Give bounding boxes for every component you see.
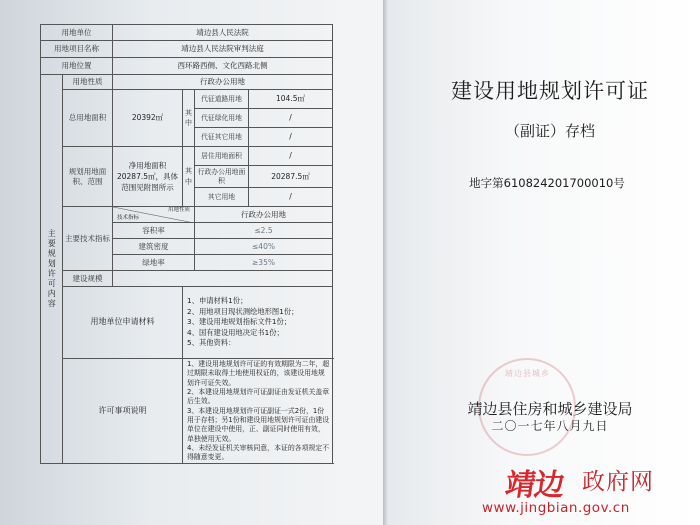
tech-header-diagonal: [113, 207, 195, 223]
qi-zhong-2: 其中: [183, 147, 195, 207]
green-value: /: [249, 109, 333, 128]
list-item: 3、建设用地规划指标文件1份；: [187, 317, 292, 327]
permit-number: 地字第610824201700010号: [469, 176, 625, 190]
far-value: ≤2.5: [195, 223, 333, 239]
tech-header-top: 用地性质: [167, 207, 190, 213]
admin-label: 行政办公用地面积: [195, 166, 249, 188]
permit-form-table: [40, 24, 333, 464]
density-value: ≤40%: [195, 239, 333, 255]
page-fold: [383, 0, 389, 525]
notes-list: [183, 359, 333, 464]
green-rate-value: ≥35%: [195, 255, 333, 271]
far-label: 容积率: [113, 223, 195, 239]
list-item: 2、本建设用地规划许可证副证由发证机关盖章后生效。: [187, 387, 330, 406]
location-value: 西环路西侧、文化西路北侧: [113, 58, 333, 75]
other-label: 代征其它用地: [195, 128, 249, 147]
watermark-name: 政府网: [582, 469, 654, 495]
list-item: 1、建设用地规划许可证的有效期限为二年，超过期限未取得土地使用权证的，该建设用地规划许可证失效。: [187, 360, 330, 387]
notes-label: 许可事项说明: [63, 359, 183, 464]
road-label: 代征道路用地: [195, 90, 249, 109]
tech-header-value: 行政办公用地: [195, 207, 333, 223]
permit-subtitle: （副证）存档: [504, 122, 595, 140]
issuer-name: 靖边县住房和城乡建设局: [467, 400, 633, 418]
materials-label: 用地单位申请材料: [63, 287, 183, 359]
planned-area-label: 规划用地面积、范围: [63, 147, 113, 207]
project-name-value: 靖边县人民法院审判法庭: [113, 41, 333, 58]
road-value: 104.5㎡: [249, 90, 333, 109]
scale-value: [113, 271, 333, 287]
materials-list: [183, 287, 333, 359]
total-area-value: 20392㎡: [113, 90, 183, 147]
qi-zhong-1: 其中: [183, 90, 195, 147]
residential-label: 居住用地面积: [195, 147, 249, 166]
green-rate-label: 绿地率: [113, 255, 195, 271]
nature-label: 用地性质: [63, 75, 113, 90]
other-land-value: /: [249, 188, 333, 207]
other-land-label: 其它用地: [195, 188, 249, 207]
watermark-logo: 靖边: [503, 468, 566, 503]
list-item: 4、未经发证机关审核同意，本证的各项规定不得随意变更。: [187, 443, 330, 462]
location-label: 用地位置: [41, 58, 113, 75]
list-item: 3、本建设用地规划许可证副证一式2份，1份用于存档；另1份和建设用地规划许可证由建设单位在建设中使用，正、副证同时使用有效，单独使用无效。: [187, 406, 330, 443]
land-unit-value: 靖边县人民法院: [113, 25, 333, 41]
density-label: 建筑密度: [113, 239, 195, 255]
planned-area-value: 净用地面积20287.5㎡，具体范围见附图所示: [113, 147, 183, 207]
tech-header-bottom: 技术指标: [117, 215, 140, 222]
green-label: 代征绿化用地: [195, 109, 249, 128]
nature-value: 行政办公用地: [113, 75, 333, 90]
total-area-label: 总用地面积: [63, 90, 113, 147]
permit-title: 建设用地规划许可证: [451, 79, 649, 103]
tech-label: 主要技术指标: [63, 207, 113, 271]
list-item: 5、其他资料：: [187, 338, 236, 348]
other-value: /: [249, 128, 333, 147]
residential-value: /: [249, 147, 333, 166]
seal-text: 靖边县城乡: [505, 369, 550, 378]
main-content-label: 主要规划许可内容: [41, 75, 63, 464]
issue-date: 二〇一七年八月九日: [491, 419, 609, 433]
project-name-label: 用地项目名称: [41, 41, 113, 58]
land-unit-label: 用地单位: [41, 25, 113, 41]
admin-value: 20287.5㎡: [249, 166, 333, 188]
watermark-url: www.jingbian.gov.cn: [482, 500, 630, 516]
scale-label: 建设规模: [63, 271, 113, 287]
list-item: 2、用地项目现状测绘地形图1份；: [187, 306, 299, 316]
list-item: 4、国有建设用地决定书1份；: [187, 327, 284, 337]
list-item: 1、申请材料1份；: [187, 296, 248, 306]
